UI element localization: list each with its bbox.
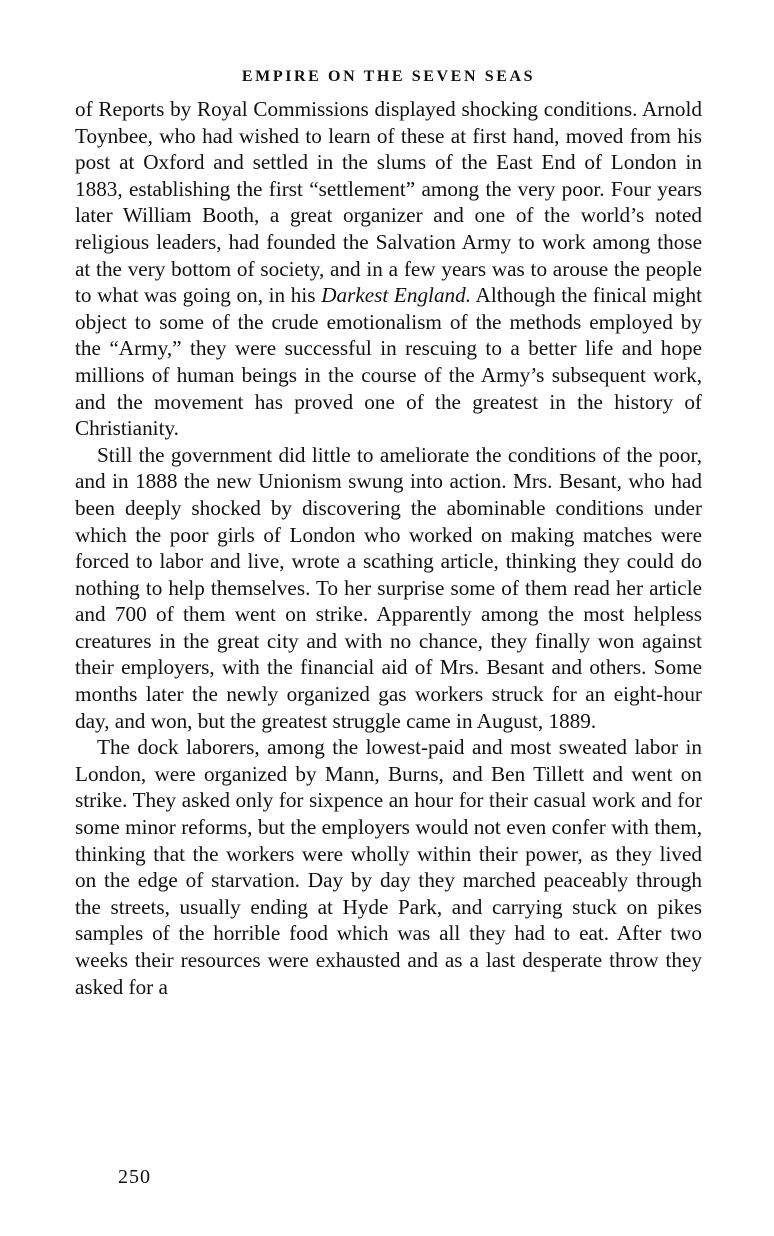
book-title-darkest-england: Darkest England. (321, 283, 472, 308)
paragraph-3: The dock laborers, among the lowest-paid and most sweated labor in London, were organized by Mann, Burns, and Ben Tillett and went on strike. They asked only for sixpence an hour for their casual work and for some minor reforms, but the employers would not even confer with them, thinking that the workers were wholly within their power, as they lived on the edge of starvation. Day by day they marched peaceably through the streets, usually ending at Hyde Park, and carrying stuck on pikes samples of the horrible food which was all they had to eat. After two weeks their resources were exhausted and as a last desperate throw they asked for a (75, 735, 702, 999)
paragraph-1-text-a: of Reports by Royal Commissions displayed shocking conditions. Arnold Toynbee, who had wished to learn of these at first hand, moved from his post at Oxford and settled in the slums of the East End of London in 1883, establishing the first “settlement” among the very poor. Four years later William Booth, a great organizer and one of the world’s noted religious leaders, had founded the Salvation Army to work among those at the very bottom of society, and in a few years was to arouse the people to what was going on, in his (75, 97, 702, 308)
page-number: 250 (118, 1166, 151, 1188)
paragraph-2: Still the government did little to ameliorate the conditions of the poor, and in 1888 the new Unionism swung into action. Mrs. Besant, who had been deeply shocked by discovering the abominable conditions under which the poor girls of London who worked on making matches were forced to labor and live, wrote a scathing article, thinking they could do nothing to help themselves. To her surprise some of them read her article and 700 of them went on strike. Apparently among the most helpless creatures in the great city and with no chance, they finally won against their employers, with the financial aid of Mrs. Besant and others. Some months later the newly organized gas workers struck for an eight-hour day, and won, but the greatest struggle came in August, 1889. (75, 442, 702, 733)
running-head: EMPIRE ON THE SEVEN SEAS (241, 68, 536, 85)
paragraph-1-text-b: Although the finical might object to some of the crude emotionalism of the methods employed by the “Army,” they were successful in rescuing to a better life and hope millions of human beings in the course of the Army’s subsequent work, and the movement has proved one of the greatest in the history of Christianity. (75, 283, 702, 441)
paragraph-1 (75, 96, 702, 442)
body-text (75, 96, 702, 1000)
book-page (75, 62, 702, 1000)
